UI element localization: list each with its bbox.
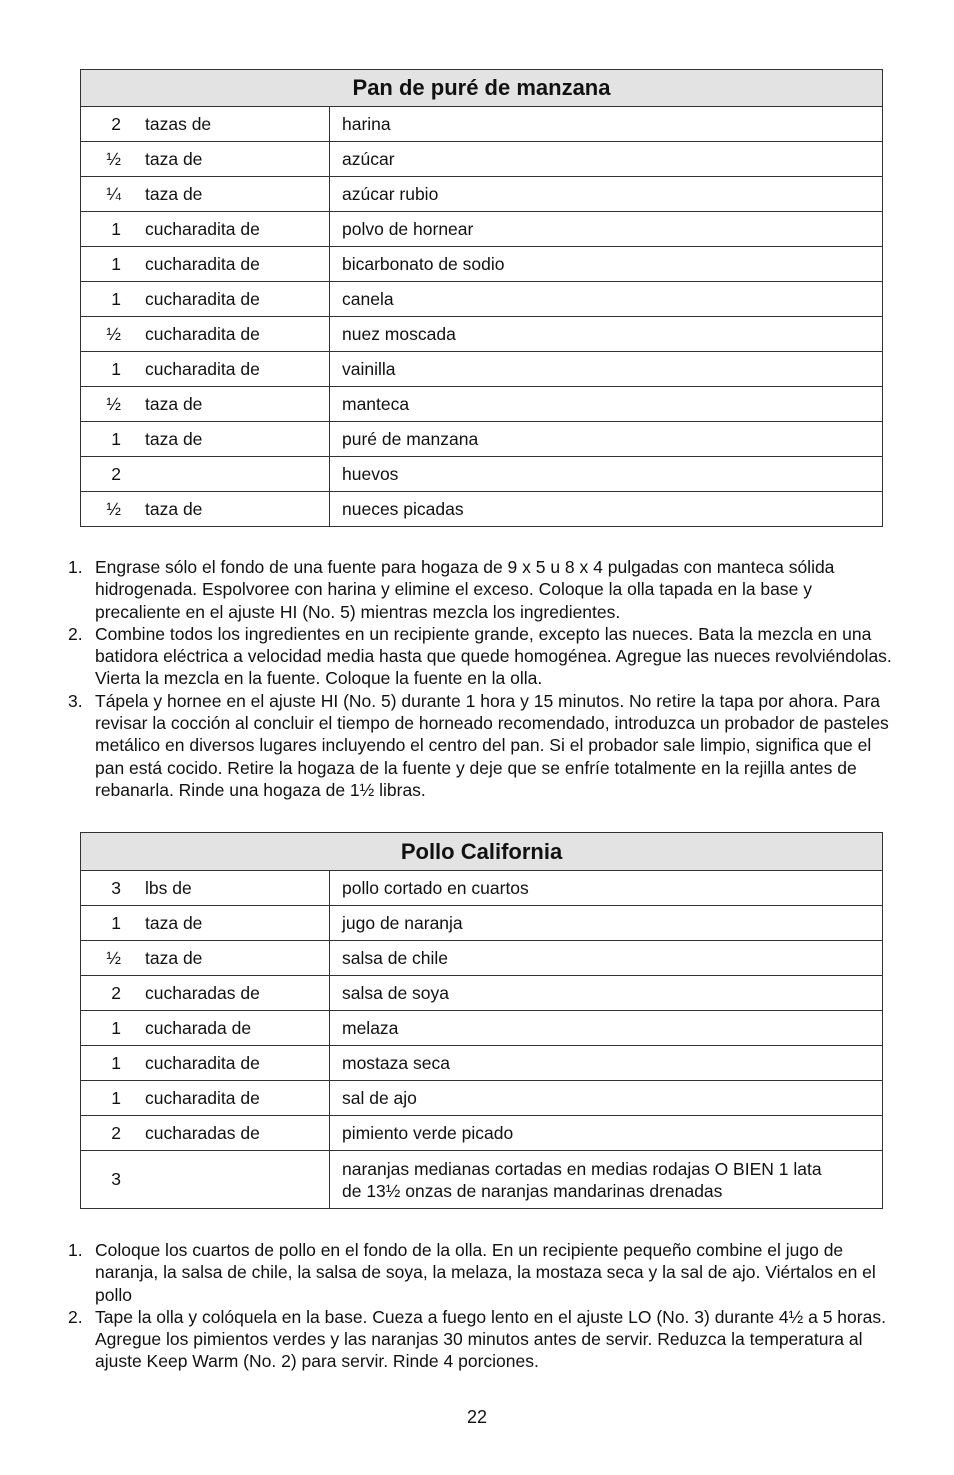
ingredient-unit: cucharadita de	[145, 288, 260, 309]
ingredient-row	[81, 212, 883, 247]
ingredient-qty: 3	[111, 877, 121, 898]
ingredient-item: nuez moscada	[330, 317, 883, 352]
ingredient-item: pimiento verde picado	[330, 1116, 883, 1151]
recipe-title: Pollo California	[81, 833, 883, 871]
ingredient-unit: cucharadas de	[145, 982, 260, 1003]
ingredient-qty: 1	[111, 912, 121, 933]
ingredient-row	[81, 317, 883, 352]
ingredient-unit: taza de	[145, 912, 203, 933]
ingredient-qty: ¼	[106, 183, 121, 204]
ingredient-row	[81, 247, 883, 282]
ingredient-qty: 1	[111, 288, 121, 309]
ingredient-item: huevos	[330, 457, 883, 492]
ingredient-qty: 1	[111, 1087, 121, 1108]
page-number: 22	[466, 1407, 488, 1427]
ingredient-row	[81, 422, 883, 457]
instructions-california-chicken	[68, 1239, 898, 1373]
ingredient-row	[81, 1116, 883, 1151]
ingredient-item: melaza	[330, 1011, 883, 1046]
step-text: Tápela y hornee en el ajuste HI (No. 5) durante 1 hora y 15 minutos. No retire la tapa por ahora. Para revisar la cocción al concluir el tiempo de horneado recomendado, introduzca un probador de pasteles metálico en diversos lugares incluyendo el centro del pan. Si el probador sale limpio, significa que el pan está cocido. Retire la hogaza de la fuente y deje que se enfríe totalmente en la rejilla antes de rebanarla. Rinde una hogaza de 1½ libras.	[95, 690, 889, 800]
ingredient-item: naranjas medianas cortadas en medias rodajas O BIEN 1 lata de 13½ onzas de naranjas mandarinas drenadas	[330, 1151, 883, 1209]
ingredient-item: puré de manzana	[330, 422, 883, 457]
ingredient-unit: cucharadita de	[145, 218, 260, 239]
ingredient-row	[81, 1081, 883, 1116]
step-number: 1.	[68, 1240, 83, 1260]
ingredient-qty: 3	[111, 1169, 121, 1189]
ingredient-row	[81, 941, 883, 976]
ingredient-qty: 1	[111, 253, 121, 274]
ingredient-item: polvo de hornear	[330, 212, 883, 247]
ingredient-row	[81, 1046, 883, 1081]
ingredient-qty: 1	[111, 1052, 121, 1073]
ingredient-qty: ½	[106, 323, 121, 344]
instruction-step	[68, 623, 898, 690]
ingredient-qty: 1	[111, 428, 121, 449]
ingredient-row	[81, 976, 883, 1011]
ingredient-qty: 1	[111, 358, 121, 379]
ingredient-unit: cucharadita de	[145, 323, 260, 344]
ingredient-item: nueces picadas	[330, 492, 883, 527]
ingredient-unit: cucharadita de	[145, 1052, 260, 1073]
ingredient-unit: cucharadita de	[145, 358, 260, 379]
ingredient-row	[81, 142, 883, 177]
ingredient-unit: cucharadita de	[145, 1087, 260, 1108]
step-text: Tape la olla y colóquela en la base. Cueza a fuego lento en el ajuste LO (No. 3) durante 4½ a 5 horas. Agregue los pimientos verdes y las naranjas 30 minutos antes de servir. Reduzca la temperatura al ajuste Keep Warm (No. 2) para servir. Rinde 4 porciones.	[95, 1306, 886, 1372]
ingredient-row	[81, 1011, 883, 1046]
ingredient-item: vainilla	[330, 352, 883, 387]
ingredient-qty: ½	[106, 498, 121, 519]
ingredient-unit: cucharadas de	[145, 1122, 260, 1143]
ingredient-qty: 2	[111, 463, 121, 484]
ingredient-unit: taza de	[145, 148, 203, 169]
ingredient-unit: cucharada de	[145, 1017, 252, 1038]
instructions-apple-bread	[68, 556, 898, 801]
ingredient-row	[81, 352, 883, 387]
ingredient-row	[81, 492, 883, 527]
recipe-title: Pan de puré de manzana	[81, 70, 883, 107]
step-number: 2.	[68, 623, 83, 644]
step-text: Coloque los cuartos de pollo en el fondo de la olla. En un recipiente pequeño combine el jugo de naranja, la salsa de chile, la salsa de soya, la melaza, la mostaza seca y la sal de ajo. Viértalos en el pollo	[95, 1240, 876, 1305]
ingredient-unit: taza de	[145, 498, 203, 519]
ingredient-qty: ½	[106, 393, 121, 414]
ingredient-item: azúcar	[330, 142, 883, 177]
instruction-step	[68, 1239, 898, 1306]
ingredient-qty: 2	[111, 982, 121, 1003]
ingredient-row	[81, 457, 883, 492]
recipe-table-apple-bread	[80, 69, 883, 527]
step-number: 2.	[68, 1306, 83, 1327]
ingredient-qty: 1	[111, 218, 121, 239]
ingredient-unit: cucharadita de	[145, 253, 260, 274]
ingredient-item: manteca	[330, 387, 883, 422]
ingredient-qty: ½	[106, 947, 121, 968]
recipe-table-california-chicken	[80, 832, 883, 1209]
ingredient-item: bicarbonato de sodio	[330, 247, 883, 282]
ingredient-item: azúcar rubio	[330, 177, 883, 212]
ingredient-item: canela	[330, 282, 883, 317]
ingredient-qty: 2	[111, 1122, 121, 1143]
ingredient-qty: 2	[111, 113, 121, 134]
ingredient-item: sal de ajo	[330, 1081, 883, 1116]
ingredient-qty: 1	[111, 1017, 121, 1038]
ingredient-item: salsa de soya	[330, 976, 883, 1011]
ingredient-unit: taza de	[145, 428, 203, 449]
instruction-step	[68, 556, 898, 623]
ingredient-item: pollo cortado en cuartos	[330, 871, 883, 906]
ingredient-qty: ½	[106, 148, 121, 169]
ingredient-row	[81, 177, 883, 212]
ingredient-item: salsa de chile	[330, 941, 883, 976]
ingredient-unit: taza de	[145, 947, 203, 968]
ingredient-unit: tazas de	[145, 113, 212, 134]
step-text: Combine todos los ingredientes en un recipiente grande, excepto las nueces. Bata la mezcla en una batidora eléctrica a velocidad media hasta que quede homogénea. Agregue las nueces revolviéndolas. Vierta la mezcla en la fuente. Coloque la fuente en la olla.	[95, 623, 892, 689]
ingredient-item: harina	[330, 107, 883, 142]
ingredient-unit: lbs de	[145, 877, 192, 898]
ingredient-row	[81, 282, 883, 317]
ingredient-row	[81, 1151, 883, 1209]
ingredient-unit: taza de	[145, 183, 203, 204]
ingredient-unit: taza de	[145, 393, 203, 414]
ingredient-item: jugo de naranja	[330, 906, 883, 941]
instruction-step	[68, 690, 898, 801]
step-number: 1.	[68, 557, 83, 577]
instruction-step	[68, 1306, 898, 1373]
step-text: Engrase sólo el fondo de una fuente para hogaza de 9 x 5 u 8 x 4 pulgadas con manteca sólida hidrogenada. Espolvoree con harina y elimine el exceso. Coloque la olla tapada en la base y precaliente en el ajuste HI (No. 5) mientras mezcla los ingredientes.	[95, 557, 835, 622]
ingredient-row	[81, 387, 883, 422]
ingredient-item: mostaza seca	[330, 1046, 883, 1081]
ingredient-row	[81, 906, 883, 941]
ingredient-row	[81, 107, 883, 142]
ingredient-row	[81, 871, 883, 906]
step-number: 3.	[68, 690, 83, 711]
